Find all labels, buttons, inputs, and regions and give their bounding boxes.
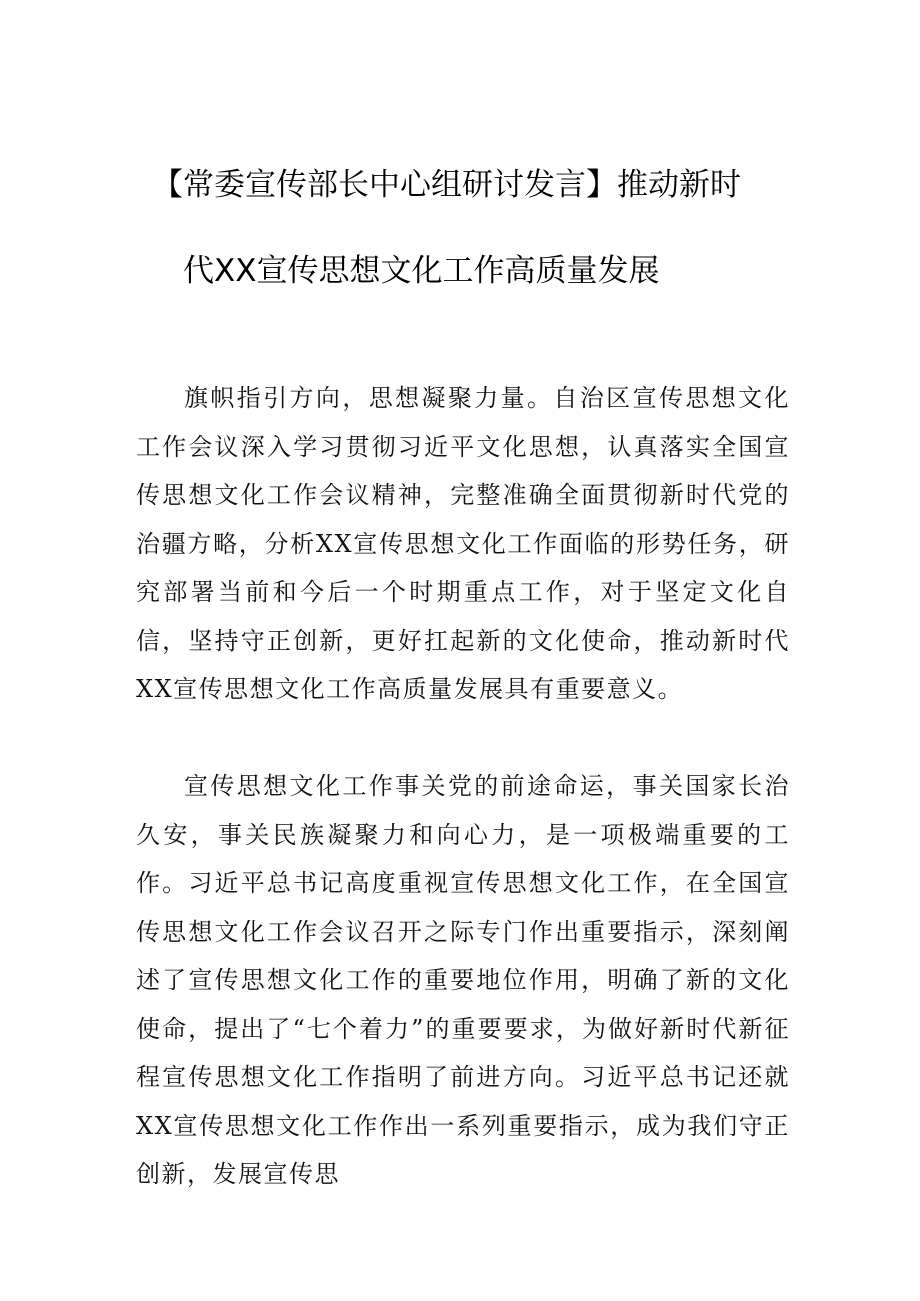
body-paragraph-2: 宣传思想文化工作事关党的前途命运，事关国家长治久安，事关民族凝聚力和向心力，是一项极端重要的工作。习近平总书记高度重视宣传思想文化工作，在全国宣传思想文化工作会议召开之际专门作出重要指示，深刻阐述了宣传思想文化工作的重要地位作用，明确了新的文化使命，提出了“七个着力”的重要要求，为做好新时代新征程宣传思想文化工作指明了前进方向。习近平总书记还就XX宣传思想文化工作作出一系列重要指示，成为我们守正创新，发展宣传思 bbox=[136, 772, 790, 1188]
body-paragraph-1: 旗帜指引方向，思想凝聚力量。自治区宣传思想文化工作会议深入学习贯彻习近平文化思想，认真落实全国宣传思想文化工作会议精神，完整准确全面贯彻新时代党的治疆方略，分析XX宣传思想文化工作面临的形势任务，研究部署当前和今后一个时期重点工作，对于坚定文化自信，坚持守正创新，更好扛起新的文化使命，推动新时代XX宣传思想文化工作高质量发展具有重要意义。 bbox=[136, 384, 790, 703]
document-title-line-1: 【常委宣传部长中心组研讨发言】推动新时 bbox=[152, 167, 741, 203]
document-title-line-2: 代XX宣传思想文化工作高质量发展 bbox=[183, 253, 660, 289]
